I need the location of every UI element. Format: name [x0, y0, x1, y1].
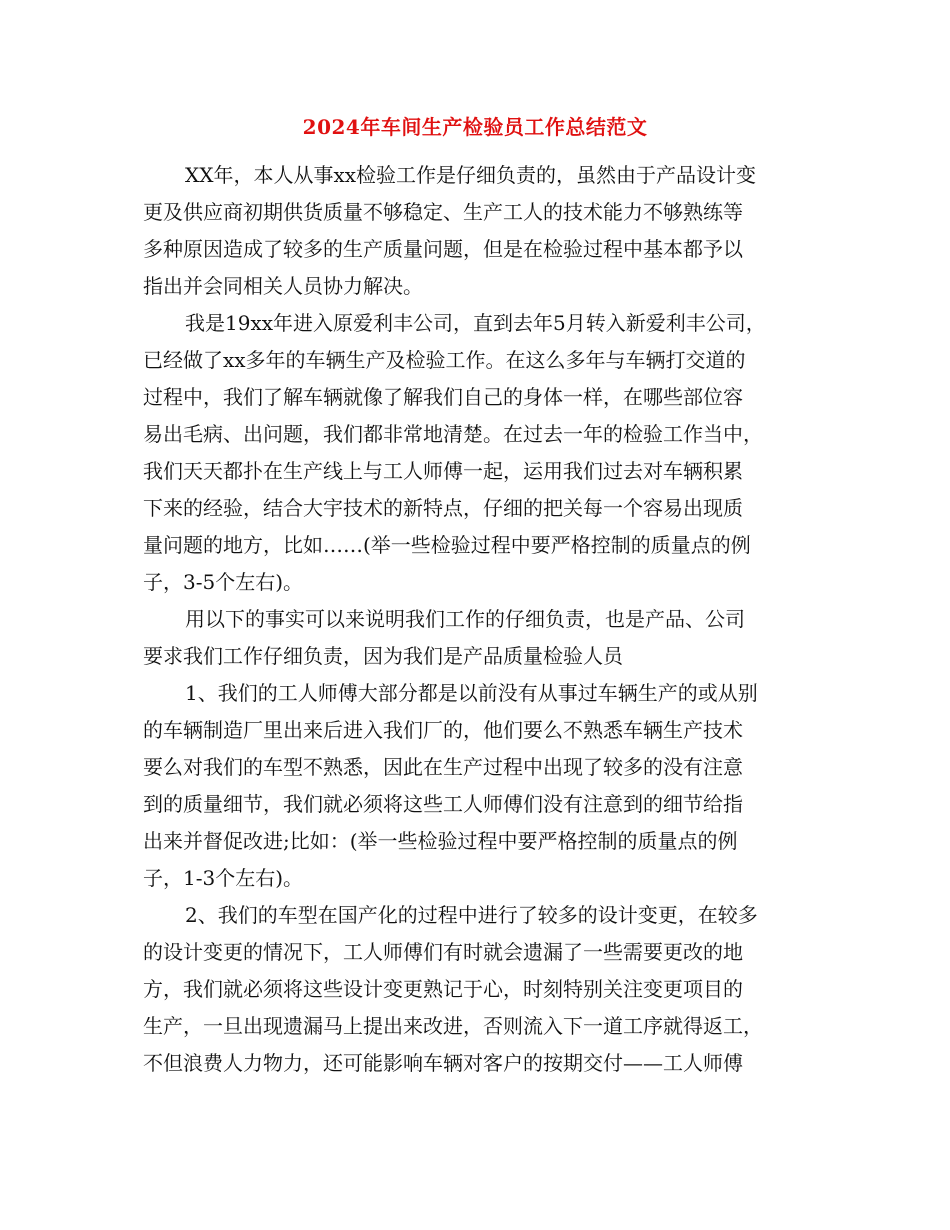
paragraph-4-line-1: 1、我们的工人师傅大部分都是以前没有从事过车辆生产的或从别 — [185, 681, 758, 705]
paragraph-1-line-3: 多种原因造成了较多的生产质量问题，但是在检验过程中基本都予以 — [143, 237, 743, 261]
paragraph-4-line-2: 的车辆制造厂里出来后进入我们厂的，他们要么不熟悉车辆生产技术 — [143, 718, 743, 742]
paragraph-2-line-4: 易出毛病、出问题，我们都非常地清楚。在过去一年的检验工作当中， — [143, 422, 763, 446]
paragraph-1-line-4: 指出并会同相关人员协力解决。 — [143, 274, 423, 298]
paragraph-2-line-3: 过程中，我们了解车辆就像了解我们自己的身体一样，在哪些部位容 — [143, 385, 743, 409]
paragraph-2-line-5: 我们天天都扑在生产线上与工人师傅一起，运用我们过去对车辆积累 — [143, 459, 743, 483]
paragraph-5-line-4: 生产，一旦出现遗漏马上提出来改进，否则流入下一道工序就得返工， — [143, 1014, 763, 1038]
paragraph-2-line-1: 我是19xx年进入原爱利丰公司，直到去年5月转入新爱利丰公司， — [185, 311, 766, 335]
paragraph-5-line-3: 方，我们就必须将这些设计变更熟记于心，时刻特别关注变更项目的 — [143, 977, 743, 1001]
paragraph-4-line-5: 出来并督促改进;比如：(举一些检验过程中要严格控制的质量点的例 — [143, 829, 738, 853]
paragraph-1-line-1: XX年，本人从事xx检验工作是仔细负责的，虽然由于产品设计变 — [185, 163, 757, 187]
paragraph-5-line-5: 不但浪费人力物力，还可能影响车辆对客户的按期交付——工人师傅 — [143, 1051, 743, 1075]
paragraph-2-line-6: 下来的经验，结合大宇技术的新特点，仔细的把关每一个容易出现质 — [143, 496, 743, 520]
paragraph-2-line-2: 已经做了xx多年的车辆生产及检验工作。在这么多年与车辆打交道的 — [143, 348, 746, 372]
paragraph-2-line-7: 量问题的地方，比如……(举一些检验过程中要严格控制的质量点的例 — [143, 533, 751, 557]
paragraph-4-line-6: 子，1-3个左右)。 — [143, 866, 304, 890]
paragraph-3-line-2: 要求我们工作仔细负责，因为我们是产品质量检验人员 — [143, 644, 623, 668]
paragraph-4-line-4: 到的质量细节，我们就必须将这些工人师傅们没有注意到的细节给指 — [143, 792, 743, 816]
paragraph-1-line-2: 更及供应商初期供货质量不够稳定、生产工人的技术能力不够熟练等 — [143, 200, 743, 224]
document-title: 2024年车间生产检验员工作总结范文 — [302, 115, 648, 139]
paragraph-3-line-1: 用以下的事实可以来说明我们工作的仔细负责，也是产品、公司 — [185, 607, 745, 631]
paragraph-5-line-1: 2、我们的车型在国产化的过程中进行了较多的设计变更，在较多 — [185, 903, 758, 927]
paragraph-4-line-3: 要么对我们的车型不熟悉，因此在生产过程中出现了较多的没有注意 — [143, 755, 743, 779]
paragraph-5-line-2: 的设计变更的情况下，工人师傅们有时就会遗漏了一些需要更改的地 — [143, 940, 743, 964]
paragraph-2-line-8: 子，3-5个左右)。 — [143, 570, 304, 594]
